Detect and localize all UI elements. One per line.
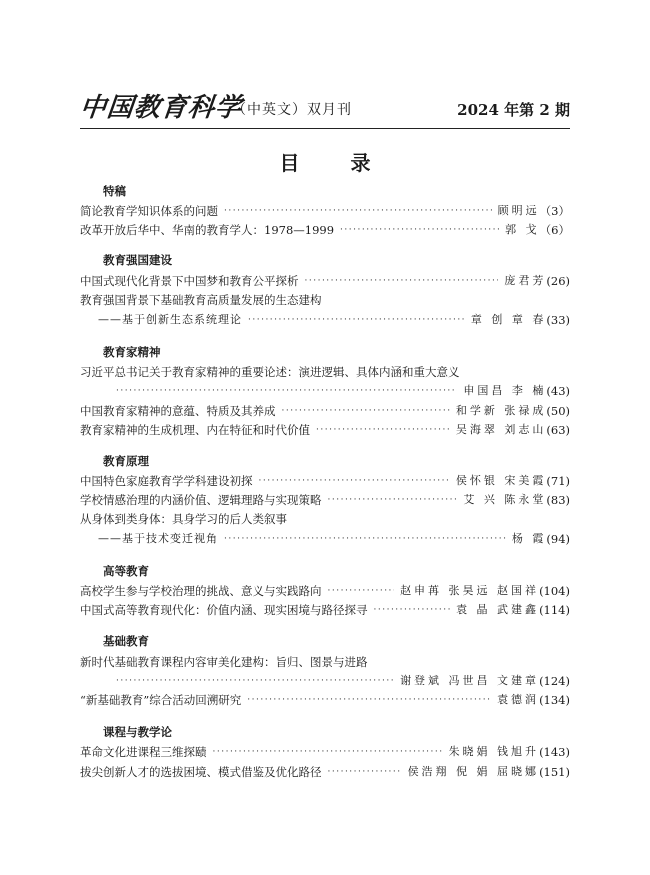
article-author: 和学新 张禄成 [455, 404, 547, 417]
toc-entry[interactable] [80, 762, 570, 782]
article-author: 章 创 章 春 [470, 313, 547, 326]
article-title[interactable]: 从身体到类身体：具身学习的后人类叙事 [80, 512, 287, 526]
article-author: 艾 兴 陈永堂 [463, 493, 547, 506]
article-title[interactable]: 新时代基础教育课程内容审美化建构：旨归、图景与进路 [80, 655, 368, 669]
page-number: (114) [539, 603, 570, 617]
journal-header [80, 90, 570, 130]
page-number: (83) [546, 493, 570, 507]
journal-subtitle: （中英文）双月刊 [232, 102, 352, 118]
toc-title: 目 录 [279, 151, 393, 175]
dot-leader [248, 310, 465, 330]
dot-leader [328, 490, 458, 510]
toc-entry[interactable] [80, 600, 570, 620]
article-title[interactable]: 习近平总书记关于教育家精神的重要论述：演进逻辑、具体内涵和重大意义 [80, 365, 460, 379]
page-number: (143) [539, 745, 570, 759]
page-number: (151) [539, 765, 570, 779]
section-heading: 特稿 [103, 184, 126, 198]
section-heading: 基础教育 [103, 634, 149, 648]
dot-leader [224, 529, 506, 549]
dot-leader [328, 581, 395, 601]
toc-entry[interactable] [80, 420, 570, 440]
section-heading: 高等教育 [103, 564, 149, 578]
page-number: (134) [539, 693, 570, 707]
section-heading: 教育原理 [103, 454, 149, 468]
article-title: 教育家精神的生成机理、内在特征和时代价值 [80, 423, 310, 437]
toc-entry[interactable] [80, 581, 570, 601]
section-heading: 教育强国建设 [103, 253, 172, 267]
toc-entry[interactable] [80, 201, 570, 221]
page-number: （3） [539, 204, 570, 218]
toc-entry[interactable] [80, 310, 570, 330]
page-number: (50) [546, 404, 570, 418]
article-author: 申国昌 李 楠 [463, 384, 547, 397]
article-author: 庞君芳 [504, 274, 547, 287]
dot-leader [116, 381, 457, 401]
toc-entry[interactable] [80, 671, 570, 691]
article-author: 郭 戈 [505, 223, 540, 236]
article-title[interactable]: 教育强国背景下基础教育高质量发展的生态建构 [80, 293, 322, 307]
page-number: (26) [546, 274, 570, 288]
page-number: (63) [546, 423, 570, 437]
article-title: 中国式现代化背景下中国梦和教育公平探析 [80, 274, 299, 288]
header-rule [80, 128, 570, 129]
page-number: (94) [546, 532, 570, 546]
article-title: 中国特色家庭教育学学科建设初探 [80, 474, 253, 488]
toc-entry[interactable] [80, 529, 570, 549]
toc-entry[interactable] [80, 490, 570, 510]
toc-entry[interactable] [80, 401, 570, 421]
dot-leader [213, 742, 443, 762]
article-author: 袁 晶 武建鑫 [456, 603, 540, 616]
article-author: 袁德润 [497, 693, 540, 706]
dot-leader [224, 201, 492, 221]
dot-leader [316, 420, 450, 440]
article-author: 谢登斌 冯世昌 文建章 [400, 674, 540, 687]
article-title: 学校情感治理的内涵价值、逻辑理路与实现策略 [80, 493, 322, 507]
article-subtitle: ——基于创新生态系统理论 [98, 313, 242, 326]
article-author: 侯怀银 宋美霞 [455, 474, 547, 487]
article-title: 中国式高等教育现代化：价值内涵、现实困境与路径探寻 [80, 603, 368, 617]
toc-entry[interactable] [80, 742, 570, 762]
page-number: (43) [546, 384, 570, 398]
article-author: 赵申苒 张昊远 赵国祥 [400, 584, 540, 597]
dot-leader [328, 762, 402, 782]
article-title: 高校学生参与学校治理的挑战、意义与实践路向 [80, 584, 322, 598]
article-author: 侯浩翔 倪 娟 屈晓娜 [407, 765, 540, 778]
article-title: 革命文化进课程三维探赜 [80, 745, 207, 759]
article-title: 拔尖创新人才的选拔困境、模式借鉴及优化路径 [80, 765, 322, 779]
dot-leader [340, 220, 499, 240]
article-title: “新基础教育”综合活动回溯研究 [80, 693, 242, 707]
page-number: (124) [539, 674, 570, 688]
journal-title: 中国教育科学 [78, 93, 244, 123]
article-author: 杨 霞 [511, 532, 547, 545]
article-author: 朱晓娟 钱旭升 [448, 745, 540, 758]
dot-leader [282, 401, 450, 421]
issue-number: 2024 年第 2 期 [457, 101, 570, 119]
dot-leader [305, 271, 499, 291]
toc-entry[interactable] [80, 381, 570, 401]
page-number: (104) [539, 584, 570, 598]
page-number: （6） [539, 223, 570, 237]
article-subtitle: ——基于技术变迁视角 [98, 532, 218, 545]
article-author: 顾明远 [497, 204, 540, 217]
toc-entry[interactable] [80, 271, 570, 291]
page-number: (33) [546, 313, 570, 327]
dot-leader [259, 471, 450, 491]
page-number: (71) [546, 474, 570, 488]
toc-entry[interactable] [80, 220, 570, 240]
dot-leader [247, 690, 491, 710]
section-heading: 教育家精神 [103, 345, 161, 359]
toc-entry[interactable] [80, 471, 570, 491]
article-title: 中国教育家精神的意蕴、特质及其养成 [80, 404, 276, 418]
toc-entry[interactable] [80, 690, 570, 710]
dot-leader [116, 671, 394, 691]
article-author: 吴海翠 刘志山 [455, 423, 547, 436]
article-title: 改革开放后华中、华南的教育学人：1978—1999 [80, 223, 335, 237]
dot-leader [374, 600, 451, 620]
article-title: 简论教育学知识体系的问题 [80, 204, 218, 218]
section-heading: 课程与教学论 [103, 725, 172, 739]
